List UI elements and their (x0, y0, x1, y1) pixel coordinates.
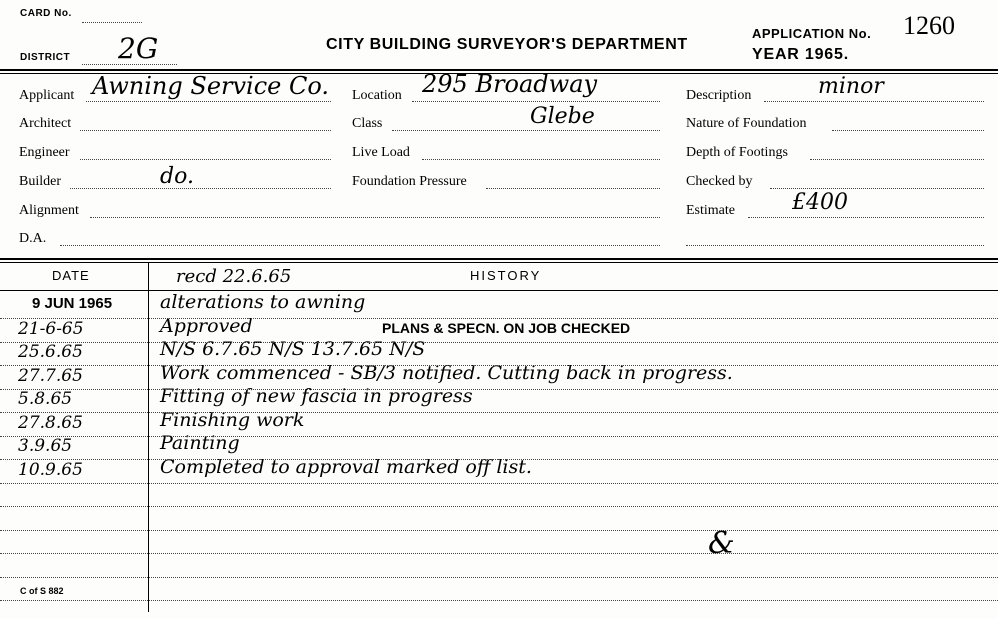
description-label: Description (686, 88, 752, 103)
history-row-text: Fitting of new fascia in progress (160, 385, 473, 407)
location-rule (412, 101, 660, 102)
history-row-text: Finishing work (160, 408, 305, 431)
builder-label: Builder (19, 174, 61, 189)
history-row-text: Painting (160, 432, 240, 454)
history-row-date: 21-6-65 (18, 318, 84, 339)
applicant-value: Awning Service Co. (92, 72, 330, 100)
department-title: CITY BUILDING SURVEYOR'S DEPARTMENT (326, 36, 688, 53)
nature-of-foundation-label: Nature of Foundation (686, 116, 807, 131)
architect-label: Architect (19, 116, 72, 131)
date-header: DATE (52, 268, 90, 283)
estimate-rule (748, 217, 984, 218)
location-label: Location (352, 88, 402, 103)
history-ruled-line (0, 389, 998, 390)
received-note: recd 22.6.65 (176, 266, 292, 287)
history-ruled-line (0, 530, 998, 531)
da-label: D.A. (19, 231, 47, 246)
history-ruled-line (0, 436, 998, 437)
date-column-divider (148, 262, 149, 612)
history-header-rule (0, 290, 998, 291)
estimate-label: Estimate (686, 203, 735, 218)
district-label: DISTRICT (20, 52, 71, 63)
checked-by-label: Checked by (686, 174, 753, 189)
foundation-pressure-label: Foundation Pressure (352, 174, 467, 189)
nature-of-foundation-rule (832, 130, 984, 131)
class-rule (392, 130, 660, 131)
history-row-date: 5.8.65 (18, 389, 73, 409)
depth-of-footings-rule (810, 159, 984, 160)
history-ruled-line (0, 342, 998, 343)
history-row-date: 25.6.65 (18, 342, 83, 362)
history-row-date: 9 JUN 1965 (32, 295, 113, 312)
history-row-date: 3.9.65 (18, 436, 73, 456)
application-number: 1260 (903, 11, 955, 40)
checked-by-rule (770, 188, 984, 189)
plans-checked-stamp: PLANS & SPECN. ON JOB CHECKED (382, 319, 631, 336)
history-ruled-line (0, 459, 998, 460)
history-row-text: Completed to approval marked off list. (160, 455, 532, 478)
officer-initial: & (708, 526, 735, 561)
live-load-label: Live Load (352, 145, 410, 160)
class-label: Class (352, 116, 383, 131)
architect-rule (80, 130, 331, 131)
alignment-rule (90, 217, 660, 218)
history-row-text: N/S 6.7.65 N/S 13.7.65 N/S (160, 338, 426, 360)
location-value: 295 Broadway (422, 70, 598, 98)
history-ruled-line (0, 553, 998, 554)
history-row-date: 27.8.65 (18, 412, 83, 433)
engineer-rule (80, 159, 331, 160)
application-label: APPLICATION No. (752, 26, 872, 41)
history-ruled-line (0, 412, 998, 413)
applicant-label: Applicant (19, 88, 75, 103)
description-rule (764, 101, 984, 102)
history-ruled-line (0, 506, 998, 507)
builder-rule (70, 188, 331, 189)
card-no-rule (82, 22, 142, 23)
history-row-text: Work commenced - SB/3 notified. Cutting back in progress. (160, 361, 733, 384)
history-row-text: alterations to awning (160, 291, 366, 313)
card-no-label: CARD No. (20, 8, 72, 19)
history-top-rule (0, 258, 998, 260)
history-top-rule-2 (0, 262, 998, 263)
form-code: C of S 882 (20, 586, 64, 596)
estimate-value: £400 (792, 190, 848, 215)
history-ruled-line (0, 483, 998, 484)
engineer-label: Engineer (19, 145, 70, 160)
history-row-date: 10.9.65 (18, 459, 83, 480)
history-header: HISTORY (470, 268, 542, 283)
depth-of-footings-label: Depth of Footings (686, 145, 788, 160)
history-ruled-line (0, 577, 998, 578)
class-value: Glebe (530, 104, 595, 129)
history-ruled-line (0, 365, 998, 366)
live-load-rule (422, 159, 660, 160)
year-label: YEAR 1965. (752, 46, 849, 63)
foundation-pressure-rule (486, 188, 660, 189)
history-row-date: 27.7.65 (18, 365, 83, 386)
history-ruled-line (0, 600, 998, 601)
blank-rule-right (686, 245, 984, 246)
alignment-label: Alignment (19, 203, 79, 218)
district-value: 2G (118, 32, 159, 65)
builder-value: do. (160, 164, 194, 189)
history-ruled-line (0, 318, 998, 319)
da-rule (60, 245, 660, 246)
history-row-text: Approved (160, 314, 253, 337)
description-value: minor (818, 74, 884, 99)
applicant-rule (86, 101, 331, 102)
